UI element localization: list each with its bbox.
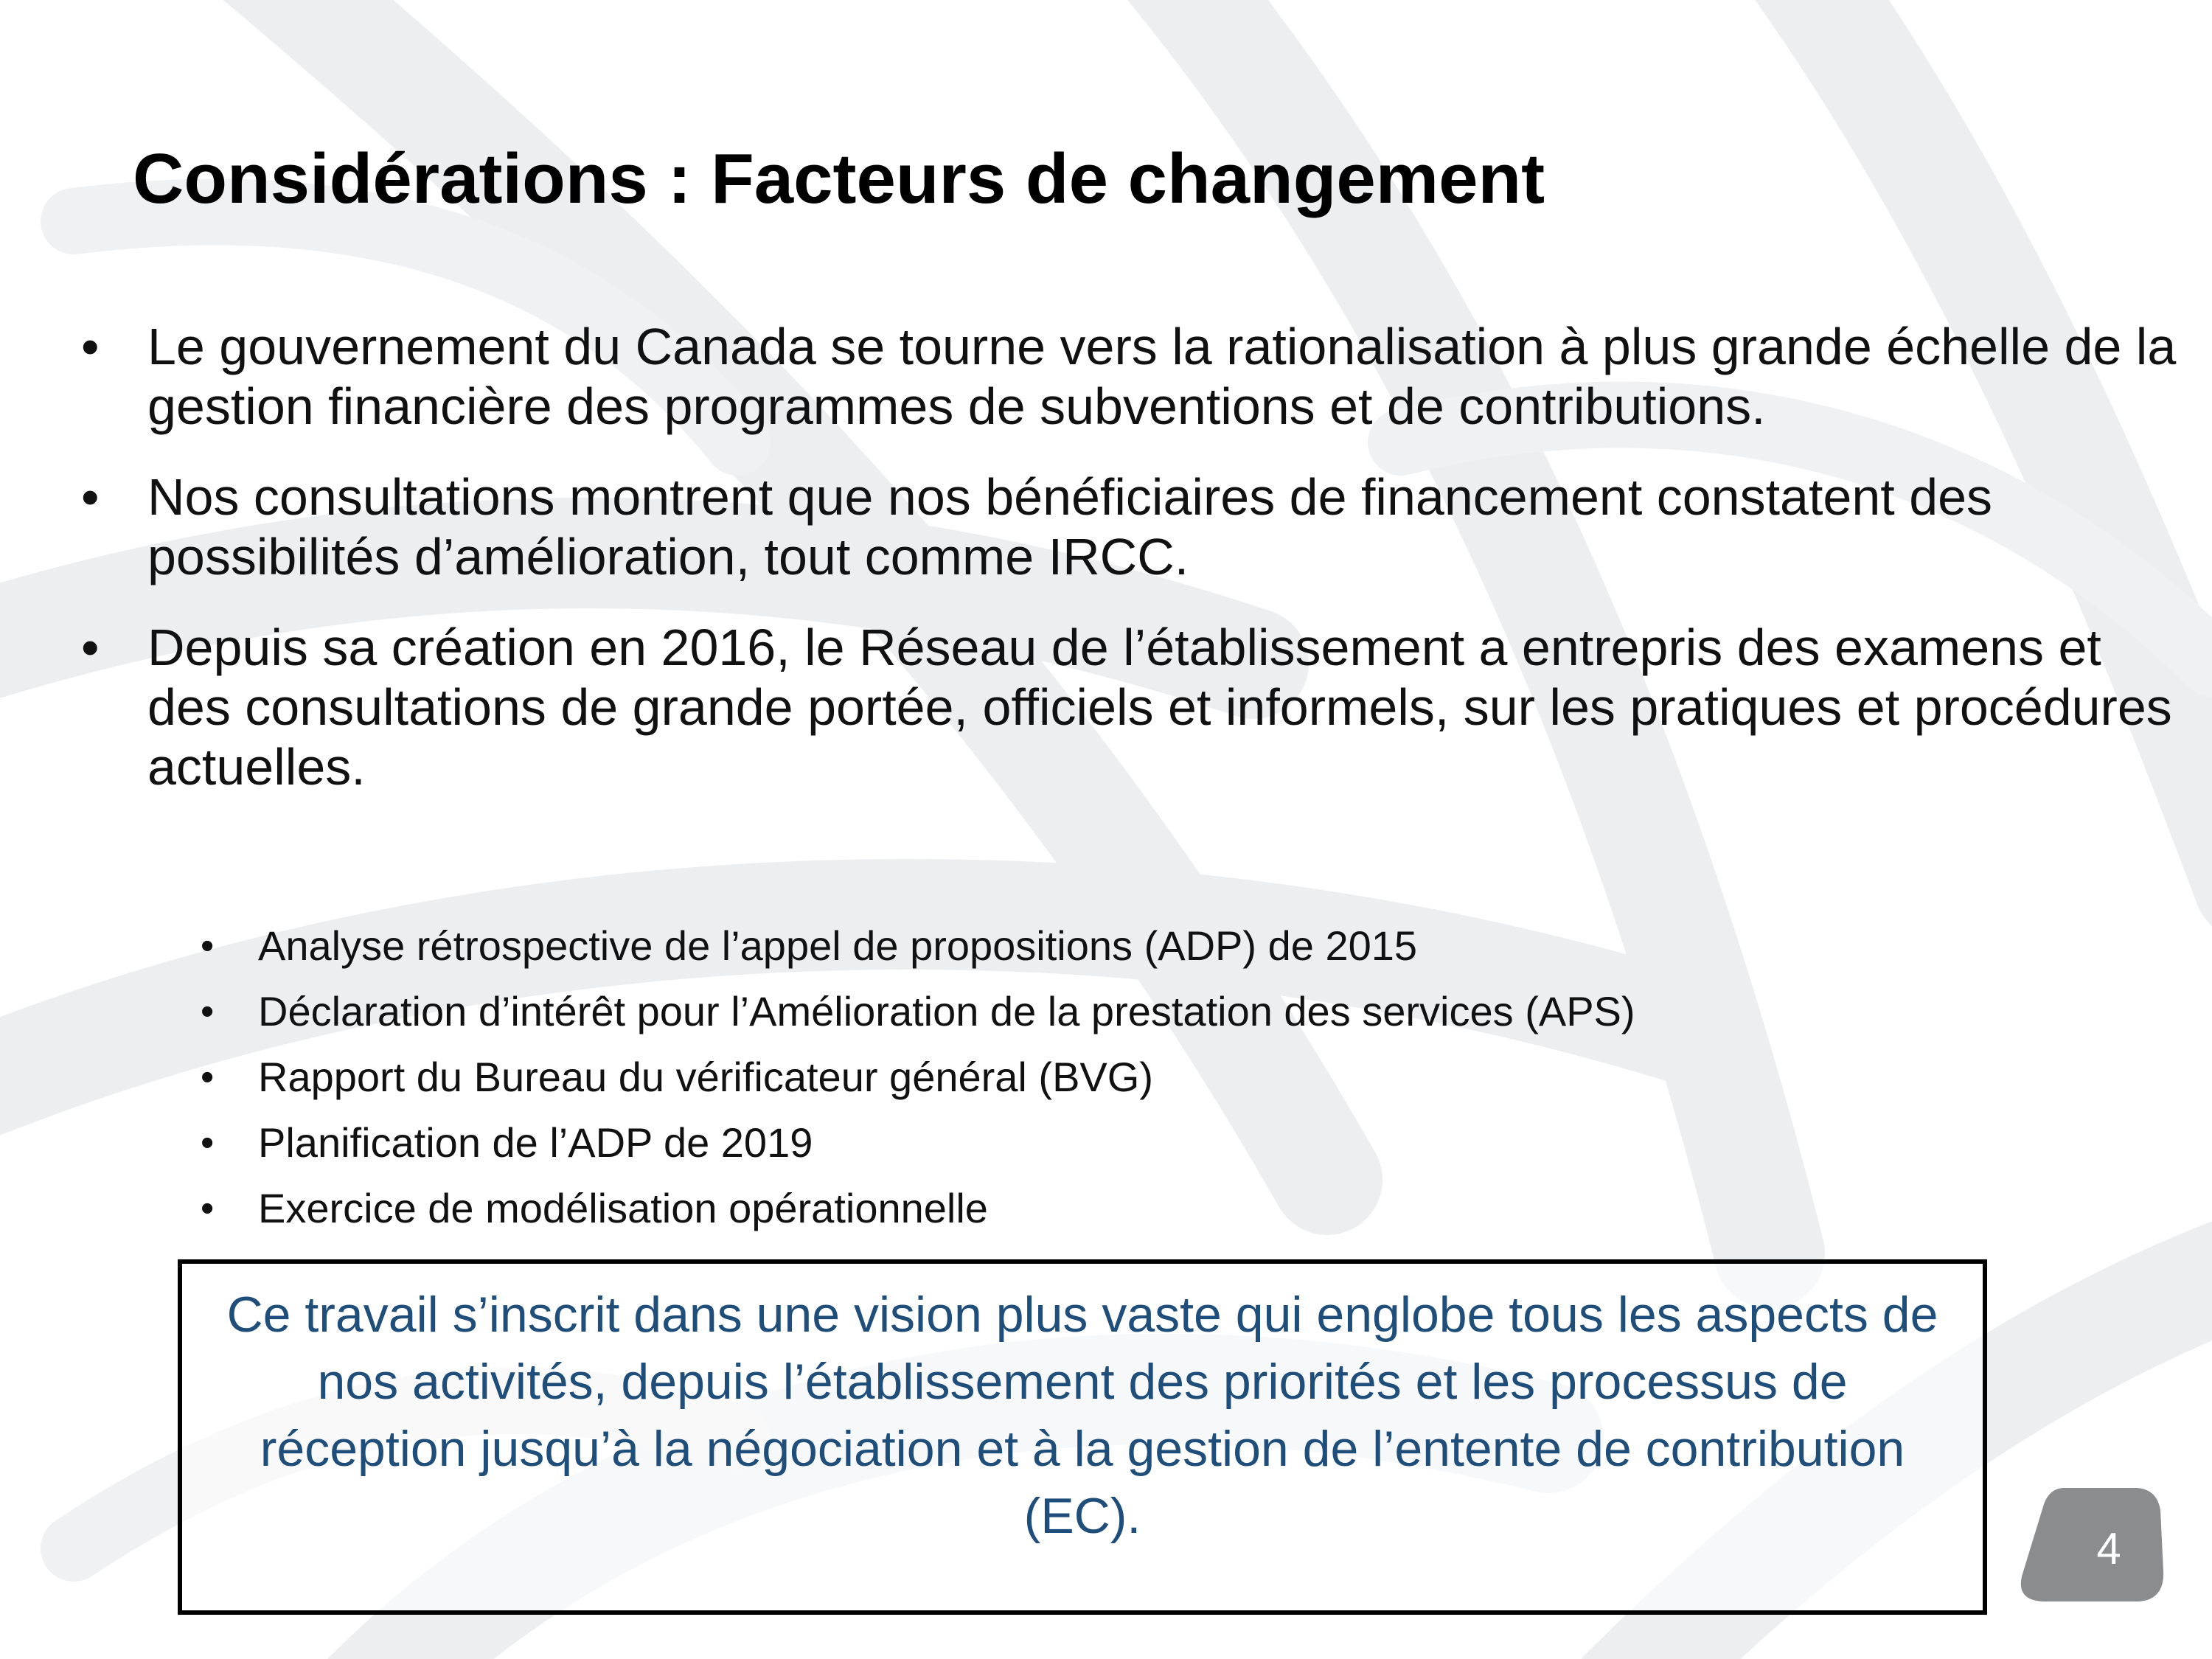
sub-bullet-item <box>0 1184 2138 1233</box>
sub-bullet-text: Exercice de modélisation opérationnelle <box>258 1185 988 1231</box>
sub-bullet-text: Rapport du Bureau du vérificateur général (BVG) <box>258 1054 1153 1100</box>
bullet-glyph: • <box>81 468 100 526</box>
bullet-text: Le gouvernement du Canada se tourne vers la rationalisation à plus grande échelle de la gestion financière des programmes de subventions et de contributions. <box>147 318 2177 435</box>
sub-bullet-text: Déclaration d’intérêt pour l’Amélioration de la prestation des services (APS) <box>258 988 1635 1034</box>
sub-bullet-text: Planification de l’ADP de 2019 <box>258 1119 813 1166</box>
sub-bullet-glyph: • <box>201 925 215 967</box>
slide-title: Considérations : Facteurs de changement <box>133 139 1545 218</box>
bullet-item <box>0 467 2183 587</box>
main-bullet-list <box>0 317 2183 828</box>
sub-bullet-item <box>0 1053 2138 1102</box>
sub-bullet-list <box>0 922 2138 1250</box>
bullet-item <box>0 618 2183 797</box>
vision-statement: Ce travail s’inscrit dans une vision plus vaste qui englobe tous les aspects de nos activités, depuis l’établissement des priorités et les processus de réception jusqu’à la négociation et à la gestion de l’entente de contribution (EC). <box>226 1287 1938 1544</box>
vision-callout-box <box>178 1259 1987 1615</box>
bullet-text: Depuis sa création en 2016, le Réseau de l’établissement a entrepris des examens et des consultations de grande portée, officiels et informels, sur les pratiques et procédures actuelles. <box>147 619 2172 796</box>
sub-bullet-item <box>0 987 2138 1036</box>
sub-bullet-item <box>0 922 2138 970</box>
bullet-glyph: • <box>81 619 100 676</box>
sub-bullet-glyph: • <box>201 990 215 1033</box>
sub-bullet-item <box>0 1119 2138 1167</box>
bullet-glyph: • <box>81 318 100 375</box>
page-number: 4 <box>2096 1524 2121 1573</box>
sub-bullet-text: Analyse rétrospective de l’appel de propositions (ADP) de 2015 <box>258 922 1418 969</box>
sub-bullet-glyph: • <box>201 1121 215 1164</box>
sub-bullet-glyph: • <box>201 1056 215 1099</box>
sub-bullet-glyph: • <box>201 1187 215 1230</box>
bullet-text: Nos consultations montrent que nos bénéficiaires de financement constatent des possibilités d’amélioration, tout comme IRCC. <box>147 468 1993 585</box>
bullet-item <box>0 317 2183 437</box>
